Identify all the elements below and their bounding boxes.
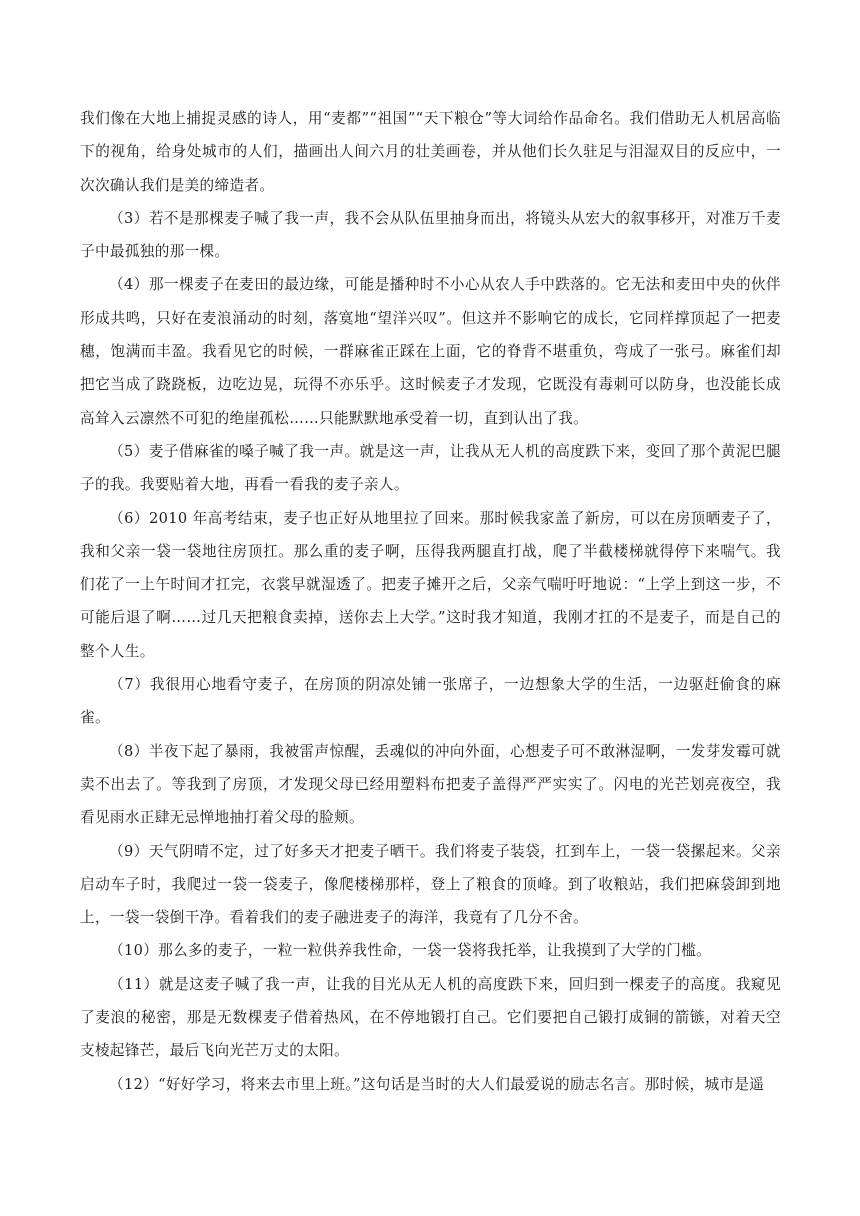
- paragraph-4: （4）那一棵麦子在麦田的最边缘，可能是播种时不小心从农人手中跌落的。它无法和麦田中央的伙伴形成共鸣，只好在麦浪涌动的时刻，落寞地“望洋兴叹”。但这并不影响它的成长，它同样撑顶起了一把麦穗，饱满而丰盈。我看见它的时候，一群麻雀正踩在上面，它的脊背不堪重负，弯成了一张弓。麻雀们却把它当成了跷跷板，边吃边晃，玩得不亦乐乎。这时候麦子才发现，它既没有毒刺可以防身，也没能长成高耸入云凛然不可犯的绝崖孤松……只能默默地承受着一切，直到认出了我。: [80, 276, 781, 427]
- article-body: [80, 102, 781, 1101]
- paragraph-5: （5）麦子借麻雀的嗓子喊了我一声。就是这一声，让我从无人机的高度跌下来，变回了那个黄泥巴腿子的我。我要贴着大地，再看一看我的麦子亲人。: [80, 442, 781, 494]
- paragraph-10: （10）那么多的麦子，一粒一粒供养我性命，一袋一袋将我托举，让我摸到了大学的门槛。: [109, 942, 712, 960]
- paragraph-9: （9）天气阴晴不定，过了好多天才把麦子晒干。我们将麦子装袋，扛到车上，一袋一袋摞起来。父亲启动车子时，我爬过一袋一袋麦子，像爬楼梯那样，登上了粮食的顶峰。到了收粮站，我们把麻袋卸到地上，一袋一袋倒干净。看着我们的麦子融进麦子的海洋，我竟有了几分不舍。: [80, 842, 781, 927]
- paragraph-7: （7）我很用心地看守麦子，在房顶的阴凉处铺一张席子，一边想象大学的生活，一边驱赶偷食的麻雀。: [80, 676, 781, 727]
- paragraph-12: （12）“好好学习，将来去市里上班。”这句话是当时的大人们最爱说的励志名言。那时候，城市是遥: [109, 1075, 765, 1093]
- paragraph-6: （6）2010 年高考结束，麦子也正好从地里拉了回来。那时候我家盖了新房，可以在房顶晒麦子了，我和父亲一袋一袋地往房顶扛。那么重的麦子啊，压得我两腿直打战，爬了半截楼梯就得停下来喘气。我们花了一上午时间才扛完，衣裳早就湿透了。把麦子摊开之后，父亲气喘吁吁地说：“上学上到这一步，不可能后退了啊……过几天把粮食卖掉，送你去上大学。”这时我才知道，我刚才扛的不是麦子，而是自己的整个人生。: [80, 509, 781, 660]
- paragraph-continued: 我们像在大地上捕捉灵感的诗人，用“麦都”“祖国”“天下粮仓”等大词给作品命名。我们借助无人机居高临下的视角，给身处城市的人们，描画出人间六月的壮美画卷，并从他们长久驻足与泪湿双目的反应中，一次次确认我们是美的缔造者。: [80, 110, 781, 194]
- paragraph-11: （11）就是这麦子喊了我一声，让我的目光从无人机的高度跌下来，回归到一棵麦子的高度。我窥见了麦浪的秘密，那是无数棵麦子借着热风，在不停地锻打自己。它们要把自己锻打成铜的箭镞，对着天空支棱起锋芒，最后飞向光芒万丈的太阳。: [80, 975, 781, 1060]
- paragraph-3: （3）若不是那棵麦子喊了我一声，我不会从队伍里抽身而出，将镜头从宏大的叙事移开，对准万千麦子中最孤独的那一棵。: [80, 209, 781, 261]
- paragraph-8: （8）半夜下起了暴雨，我被雷声惊醒，丢魂似的冲向外面，心想麦子可不敢淋湿啊，一发芽发霉可就卖不出去了。等我到了房顶，才发现父母已经用塑料布把麦子盖得严严实实了。闪电的光芒划亮夜空，我看见雨水正肆无忌惮地抽打着父母的脸颊。: [80, 742, 781, 827]
